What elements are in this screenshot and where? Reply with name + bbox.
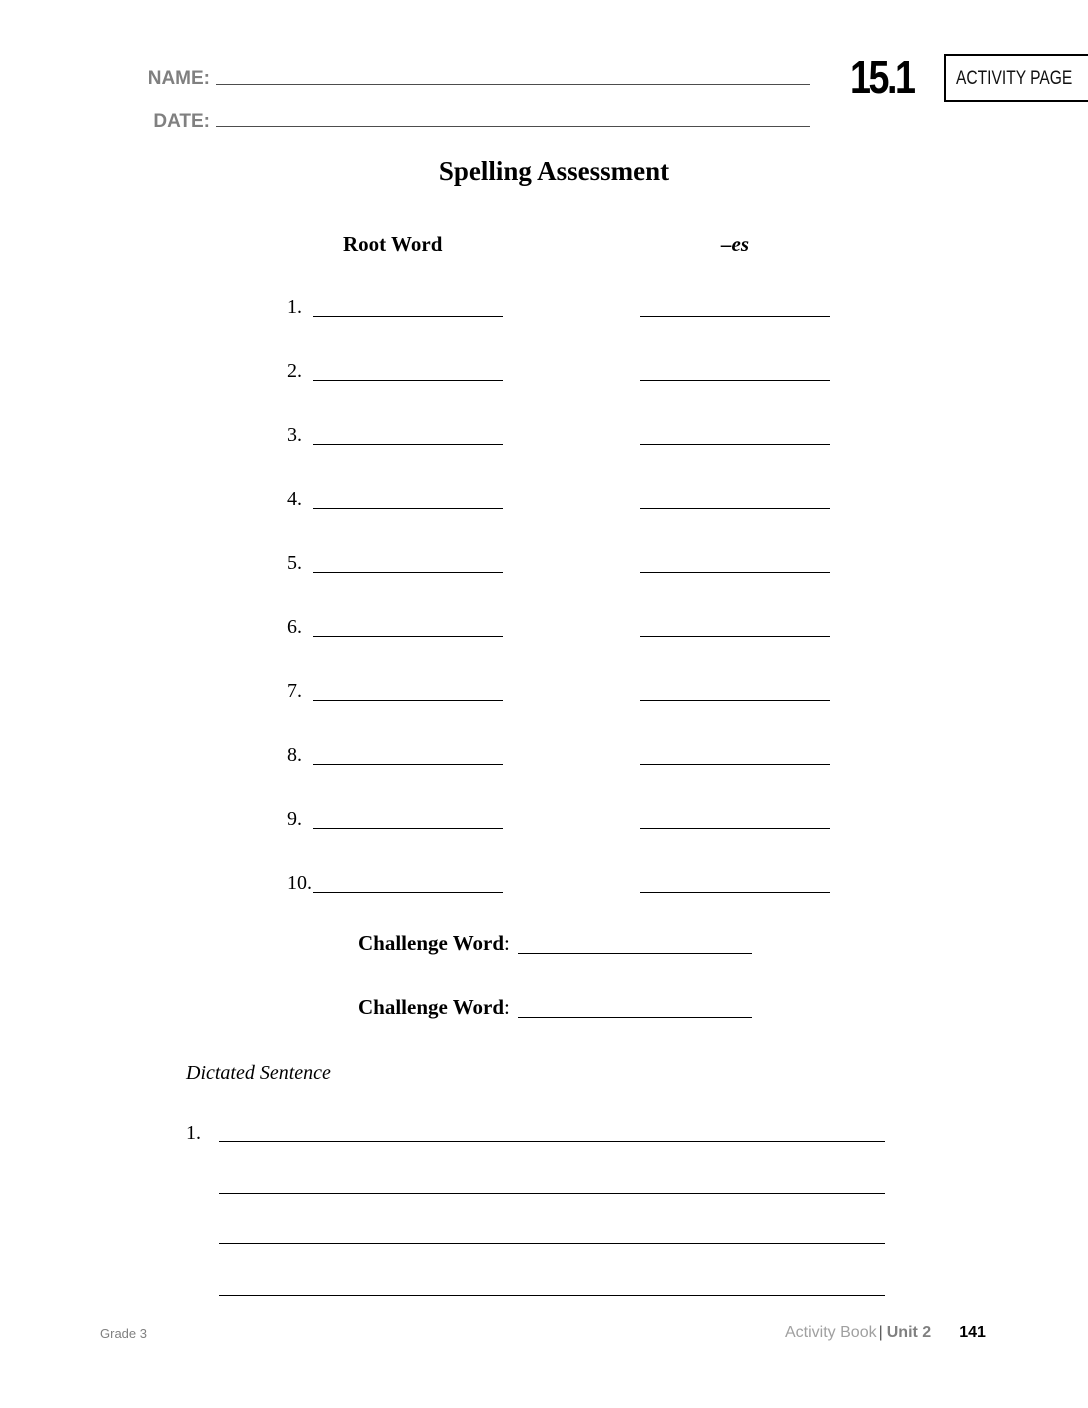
challenge-word-text: Challenge Word (358, 931, 505, 955)
row-number: 9. (287, 808, 302, 830)
root-word-blank[interactable] (313, 636, 503, 637)
root-word-blank[interactable] (313, 572, 503, 573)
challenge-word-label-1 (358, 931, 510, 956)
challenge-colon: : (504, 995, 510, 1019)
root-word-blank[interactable] (313, 764, 503, 765)
row-number: 2. (287, 360, 302, 382)
root-word-blank[interactable] (313, 444, 503, 445)
root-word-blank[interactable] (313, 700, 503, 701)
root-word-blank[interactable] (313, 892, 503, 893)
footer-separator: | (878, 1324, 883, 1341)
es-word-blank[interactable] (640, 316, 830, 317)
root-word-blank[interactable] (313, 508, 503, 509)
column-header-es: –es (721, 232, 749, 256)
es-word-blank[interactable] (640, 700, 830, 701)
column-header-root-word: Root Word (343, 232, 443, 256)
dictated-sentence-line-3[interactable] (219, 1243, 885, 1244)
row-number: 3. (287, 424, 302, 446)
dictated-sentence-line-4[interactable] (219, 1295, 885, 1296)
challenge-word-blank-2[interactable] (518, 1017, 752, 1018)
es-word-blank[interactable] (640, 444, 830, 445)
row-number: 1. (287, 296, 302, 318)
name-label: NAME: (147, 68, 210, 89)
root-word-blank[interactable] (313, 380, 503, 381)
es-word-blank[interactable] (640, 892, 830, 893)
dictated-sentence-number: 1. (186, 1122, 201, 1144)
es-word-blank[interactable] (640, 828, 830, 829)
es-word-blank[interactable] (640, 572, 830, 573)
name-line[interactable] (216, 84, 810, 85)
challenge-colon: : (504, 931, 510, 955)
row-number: 7. (287, 680, 302, 702)
row-number: 10. (287, 872, 312, 894)
dictated-sentence-line-1[interactable] (219, 1141, 885, 1142)
activity-page-box (944, 54, 1088, 102)
row-number: 6. (287, 616, 302, 638)
footer-grade: Grade 3 (100, 1326, 147, 1341)
es-word-blank[interactable] (640, 764, 830, 765)
footer-page-number: 141 (959, 1324, 986, 1341)
challenge-word-blank-1[interactable] (518, 953, 752, 954)
challenge-word-text: Challenge Word (358, 995, 505, 1019)
dictated-sentence-label: Dictated Sentence (186, 1062, 331, 1084)
date-line[interactable] (216, 126, 810, 127)
challenge-word-label-2 (358, 995, 510, 1020)
es-word-blank[interactable] (640, 380, 830, 381)
es-word-blank[interactable] (640, 636, 830, 637)
footer-book-title: Activity Book (785, 1324, 877, 1341)
row-number: 5. (287, 552, 302, 574)
dictated-sentence-line-2[interactable] (219, 1193, 885, 1194)
page-title: Spelling Assessment (438, 156, 670, 186)
activity-number: 15.1 (850, 51, 914, 103)
footer-unit: Unit 2 (886, 1324, 932, 1341)
activity-page-label: ACTIVITY PAGE (956, 68, 1073, 89)
footer-book-info (785, 1324, 986, 1342)
row-number: 8. (287, 744, 302, 766)
root-word-blank[interactable] (313, 316, 503, 317)
date-label: DATE: (153, 111, 210, 132)
es-word-blank[interactable] (640, 508, 830, 509)
row-number: 4. (287, 488, 302, 510)
root-word-blank[interactable] (313, 828, 503, 829)
